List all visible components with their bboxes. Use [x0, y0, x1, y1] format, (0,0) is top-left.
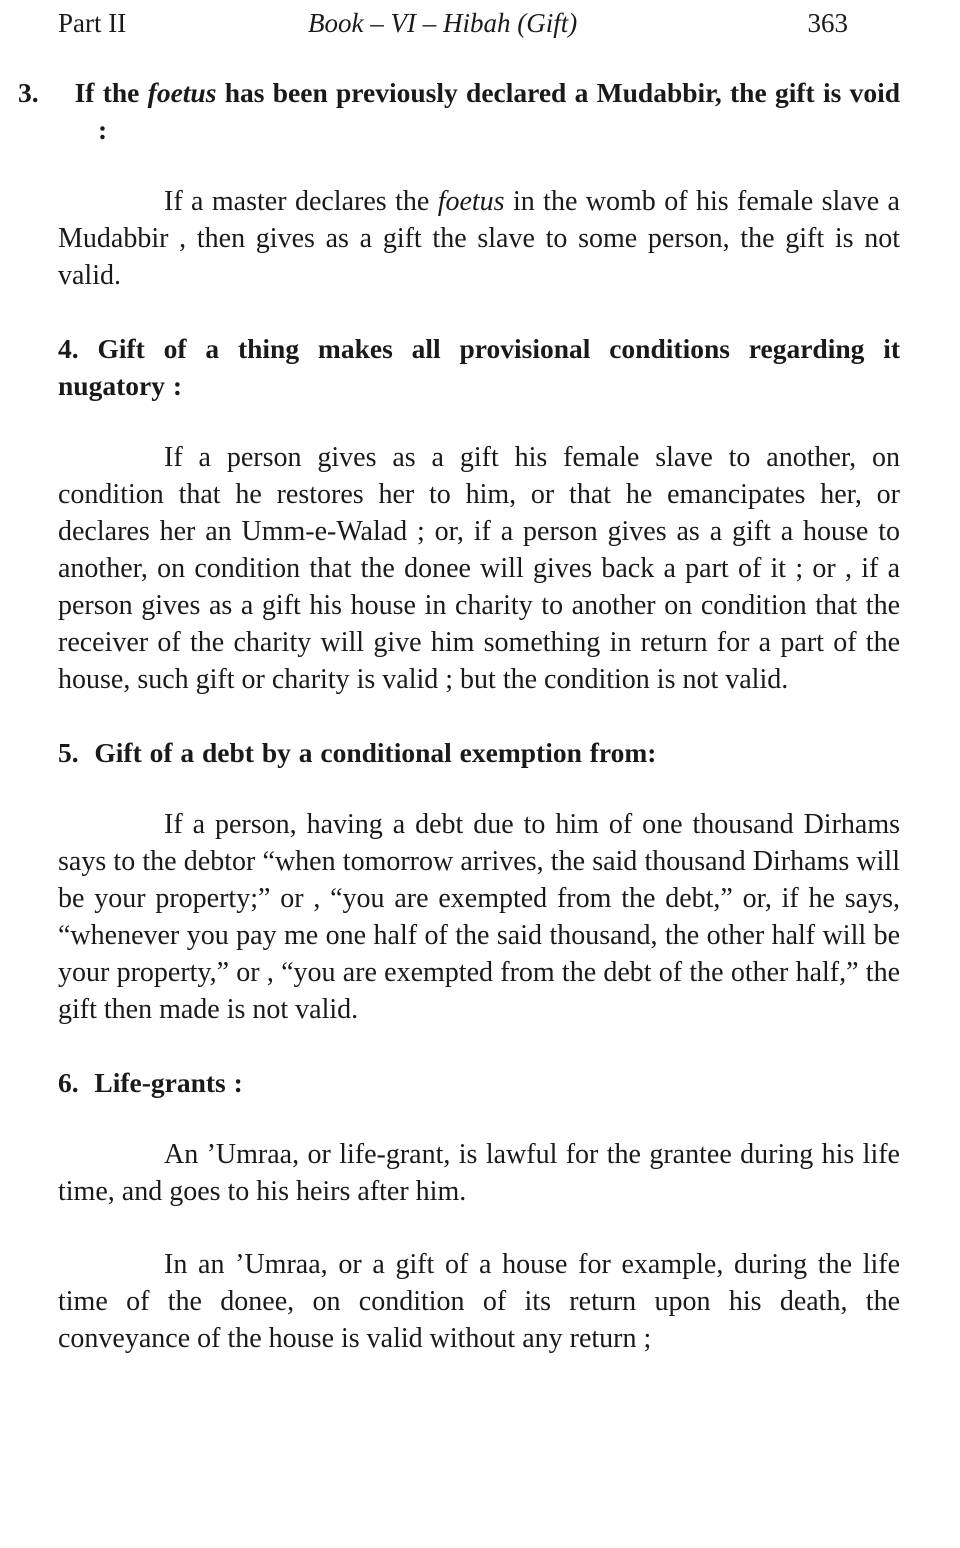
section-number: 4. [58, 333, 79, 364]
heading-text: Gift of a debt by a conditional exemption from: [94, 737, 657, 768]
body-paragraph: In an ’Umraa, or a gift of a house for example, during the life time of the donee, on condition of its return upon his death, the conveyance of the house is valid without any return ; [58, 1249, 900, 1354]
section-3 [18, 74, 901, 294]
section-4 [58, 330, 900, 698]
body-paragraph [58, 183, 900, 294]
section-heading [58, 1064, 900, 1101]
section-5 [58, 734, 900, 1028]
running-head [58, 0, 900, 46]
body-paragraph: If a person gives as a gift his female slave to another, on condition that he restores her to him, or that he emancipates her, or declares her an Umm-e-Walad ; or, if a person gives as a gift a house to another, on condition that the donee will gives back a part of it ; or , if a person gives as a gift his house in charity to another on condition that the receiver of the charity will give him something in return for a part of the house, such gift or charity is valid ; but the condition is not valid. [58, 442, 900, 695]
paragraph-text-italic: foetus [437, 186, 505, 217]
heading-text-italic: foetus [147, 77, 217, 108]
paragraph-text-after: in the womb of his female slave a Mudabbir , then gives as a gift the slave to some person, the gift is not valid. [58, 186, 900, 291]
section-6 [58, 1064, 900, 1357]
heading-text: Gift of a thing makes all provisional conditions regarding it nugatory : [58, 333, 901, 401]
section-number: 5. [58, 737, 79, 768]
section-heading: 3. If the foetus has been previously declared a Mudabbir, the gift is void : [18, 77, 901, 145]
section-number: 6. [58, 1067, 79, 1098]
section-heading [58, 330, 900, 404]
running-head-part: Part II [58, 8, 127, 38]
body-paragraph: If a person, having a debt due to him of one thousand Dirhams says to the debtor “when tomorrow arrives, the said thousand Dirhams will be your property;” or , “you are exempted from the debt,” or, if he says, “whenever you pay me one half of the said thousand, the other half will be your property,” or , “you are exempted from the debt of the other half,” the gift then made is not valid. [58, 809, 900, 1025]
body-paragraph: An ’Umraa, or life-grant, is lawful for the grantee during his life time, and goes to his heirs after him. [58, 1139, 900, 1207]
paragraph-text-before: If a master declares the [164, 186, 438, 217]
heading-text-after: has been previously declared a Mudabbir, the gift is void : [98, 77, 901, 145]
heading-text-before: If the [74, 77, 148, 108]
section-heading [58, 734, 900, 771]
running-head-title: Book – VI – Hibah (Gift) [308, 8, 578, 38]
page-number: 363 [807, 8, 848, 38]
heading-text: Life-grants : [94, 1067, 243, 1098]
